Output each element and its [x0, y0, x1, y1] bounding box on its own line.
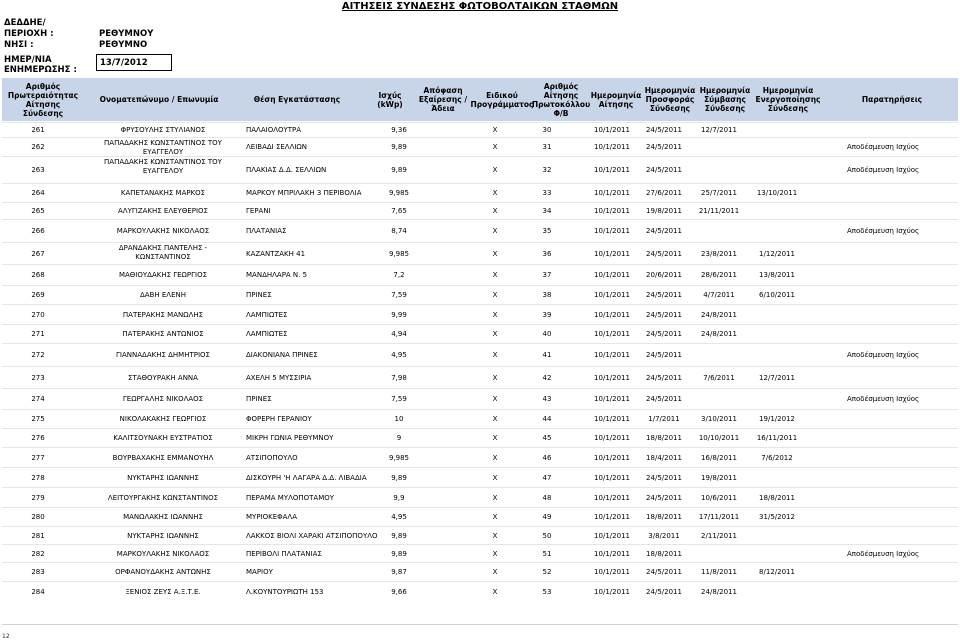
cell-app-date: 10/1/2011 — [594, 330, 630, 338]
cell-protocol: 51 — [542, 549, 552, 558]
cell-num: 279 — [31, 493, 45, 502]
cell-num: 267 — [31, 249, 45, 258]
cell-offer-date: 3/8/2011 — [648, 531, 680, 540]
cell-num: 276 — [31, 434, 45, 442]
cell-app-date: 10/1/2011 — [594, 434, 630, 442]
cell-protocol: 45 — [542, 434, 552, 442]
cell-notes: Αποδέσμευση Ισχύος — [847, 549, 920, 558]
cell-activation-date: 7/6/2012 — [761, 453, 793, 462]
cell-program: Χ — [492, 310, 498, 319]
table-row — [2, 242, 958, 265]
cell-name: ΚΑΛΙΤΣΟΥΝΑΚΗ ΕΥΣΤΡΑΤΙΟΣ — [113, 434, 213, 442]
cell-location: ΠΑΛΑΙΟΛΟΥΤΡΑ — [246, 126, 302, 134]
table-row — [2, 487, 958, 508]
cell-program: Χ — [492, 373, 498, 382]
nhsi-value: ΡΕΘΥΜΝΟ — [99, 40, 148, 50]
cell-num: 275 — [31, 415, 45, 423]
cell-offer-date: 24/5/2011 — [646, 330, 682, 338]
cell-program: Χ — [492, 291, 498, 299]
cell-protocol: 30 — [542, 126, 552, 134]
cell-app-date: 10/1/2011 — [594, 189, 630, 197]
table-row — [2, 156, 958, 184]
table-row — [2, 343, 958, 367]
cell-power: 9,87 — [391, 568, 407, 576]
cell-name: ΝΥΚΤΑΡΗΣ ΙΩΑΝΝΗΣ — [127, 531, 199, 540]
cell-protocol: 41 — [542, 351, 552, 359]
cell-location: ΔΙΑΚΟΝΙΑΝΑ ΠΡΙΝΕΣ — [246, 351, 318, 359]
cell-program: Χ — [492, 207, 498, 215]
cell-location: ΜΑΡΙΟΥ — [246, 568, 273, 576]
header-application-date: Ημερομηνία Αίτησης — [590, 90, 642, 109]
cell-offer-date: 18/8/2011 — [646, 434, 682, 442]
cell-protocol: 47 — [542, 473, 552, 482]
date-label-2: ΕΝΗΜΕΡΩΣΗΣ : — [4, 65, 77, 75]
cell-contract-date: 10/10/2011 — [698, 434, 740, 442]
cell-protocol: 33 — [542, 189, 552, 197]
cell-location: ΑΧΕΛΗ 5 ΜΥΣΣΙΡΙΑ — [246, 373, 312, 382]
cell-location: ΦΟΡΕΡΗ ΓΕΡΑΝΙΟΥ — [246, 415, 312, 423]
cell-power: 9,66 — [391, 587, 407, 596]
header-location: Θέση Εγκατάστασης — [253, 95, 341, 104]
cell-num: 269 — [31, 291, 45, 299]
cell-offer-date: 24/5/2011 — [646, 291, 682, 299]
cell-name: ΚΑΠΕΤΑΝΑΚΗΣ ΜΑΡΚΟΣ — [120, 189, 206, 197]
cell-power: 7,59 — [391, 291, 407, 299]
cell-offer-date: 24/5/2011 — [646, 143, 682, 151]
cell-protocol: 44 — [542, 415, 552, 423]
cell-location: ΠΡΙΝΕΣ — [246, 291, 272, 299]
cell-app-date: 10/1/2011 — [594, 271, 630, 279]
cell-program: Χ — [492, 453, 498, 462]
cell-num: 265 — [31, 207, 45, 215]
cell-power: 9,89 — [391, 549, 407, 558]
header-notes: Παρατηρήσεις — [861, 95, 923, 104]
cell-name: ΝΙΚΟΛΑΚΑΚΗΣ ΓΕΩΡΓΙΟΣ — [119, 415, 207, 423]
cell-app-date: 10/1/2011 — [594, 166, 630, 174]
cell-power: 7,65 — [391, 207, 407, 215]
cell-app-date: 10/1/2011 — [594, 126, 630, 134]
cell-name: ΜΑΡΚΟΥΛΑΚΗΣ ΝΙΚΟΛΑΟΣ — [116, 227, 210, 235]
cell-app-date: 10/1/2011 — [594, 549, 630, 558]
cell-program: Χ — [492, 126, 498, 134]
cell-num: 271 — [31, 330, 45, 338]
cell-activation-date: 31/5/2012 — [759, 513, 795, 521]
cell-app-date: 10/1/2011 — [594, 249, 630, 258]
cell-num: 268 — [31, 271, 45, 279]
cell-power: 9 — [396, 434, 402, 442]
cell-activation-date: 8/12/2011 — [759, 568, 795, 576]
cell-protocol: 31 — [542, 143, 552, 151]
cell-notes: Αποδέσμευση Ισχύος — [847, 166, 920, 174]
table-row — [2, 304, 958, 325]
cell-offer-date: 24/5/2011 — [646, 227, 682, 235]
cell-program: Χ — [492, 415, 498, 423]
table-row — [2, 447, 958, 468]
header-offer-date: Ημερομηνία Προσφοράς Σύνδεσης — [644, 86, 696, 113]
cell-notes: Αποδέσμευση Ισχύος — [847, 395, 920, 403]
cell-power: 4,95 — [391, 513, 407, 521]
cell-program: Χ — [492, 189, 498, 197]
cell-num: 281 — [31, 531, 45, 540]
table-row — [2, 122, 958, 138]
cell-location: ΓΕΡΑΝΙ — [246, 207, 271, 215]
cell-offer-date: 24/5/2011 — [646, 126, 682, 134]
table-row — [2, 467, 958, 488]
table-row — [2, 285, 958, 305]
cell-power: 7,98 — [391, 373, 407, 382]
cell-offer-date: 24/5/2011 — [646, 568, 682, 576]
header-decision: Απόφαση Εξαίρεσης / Άδεια — [418, 86, 468, 113]
cell-protocol: 36 — [542, 249, 552, 258]
cell-power: 9,89 — [391, 473, 407, 482]
cell-location: Λ.ΚΟΥΝΤΟΥΡΙΩΤΗ 153 — [246, 587, 324, 596]
cell-power: 9,99 — [391, 310, 407, 319]
cell-contract-date: 19/8/2011 — [701, 473, 737, 482]
cell-protocol: 37 — [542, 271, 552, 279]
cell-name: ΠΑΤΕΡΑΚΗΣ ΑΝΤΩΝΙΟΣ — [122, 330, 204, 338]
cell-location: ΠΛΑΤΑΝΙΑΣ — [246, 227, 287, 235]
cell-power: 7,59 — [391, 395, 407, 403]
cell-location: ΜΑΝΔΗΛΑΡΑ Ν. 5 — [246, 271, 308, 279]
cell-power: 7,2 — [393, 271, 405, 279]
cell-offer-date: 24/5/2011 — [646, 493, 682, 502]
cell-num: 278 — [31, 473, 45, 482]
cell-name: ΓΕΩΡΓΑΛΗΣ ΝΙΚΟΛΑΟΣ — [122, 395, 204, 403]
cell-offer-date: 1/7/2011 — [648, 415, 680, 423]
cell-location: ΠΛΑΚΙΑΣ Δ.Δ. ΣΕΛΛΙΩΝ — [246, 166, 327, 174]
table-row — [2, 388, 958, 410]
cell-program: Χ — [492, 587, 498, 596]
cell-offer-date: 24/5/2011 — [646, 395, 682, 403]
cell-power: 9,9 — [393, 493, 405, 502]
cell-contract-date: 12/7/2011 — [701, 126, 737, 134]
cell-program: Χ — [492, 531, 498, 540]
table-row — [2, 562, 958, 582]
cell-program: Χ — [492, 434, 498, 442]
cell-contract-date: 10/6/2011 — [701, 493, 737, 502]
cell-num: 283 — [31, 568, 45, 576]
table-row — [2, 581, 958, 602]
cell-protocol: 49 — [542, 513, 552, 521]
cell-protocol: 35 — [542, 227, 552, 235]
cell-name: ΦΡΥΣΟΥΛΗΣ ΣΤΥΛΙΑΝΟΣ — [120, 126, 206, 134]
cell-name: ΜΑΡΚΟΥΛΑΚΗΣ ΝΙΚΟΛΑΟΣ — [116, 549, 210, 558]
cell-location: ΠΕΡΑΜΑ ΜΥΛΟΠΟΤΑΜΟΥ — [246, 493, 335, 502]
cell-contract-date: 11/8/2011 — [701, 568, 737, 576]
cell-app-date: 10/1/2011 — [594, 531, 630, 540]
cell-offer-date: 24/5/2011 — [646, 587, 682, 596]
table-row — [2, 264, 958, 286]
table-row — [2, 366, 958, 389]
cell-protocol: 53 — [542, 587, 552, 596]
cell-offer-date: 18/4/2011 — [646, 453, 682, 462]
cell-notes: Αποδέσμευση Ισχύος — [847, 351, 920, 359]
table-row — [2, 202, 958, 220]
cell-contract-date: 4/7/2011 — [703, 291, 735, 299]
cell-num: 264 — [31, 189, 45, 197]
cell-location: ΠΕΡΙΒΟΛΙ ΠΛΑΤΑΝΙΑΣ — [246, 549, 322, 558]
cell-activation-date: 16/11/2011 — [756, 434, 798, 442]
cell-program: Χ — [492, 549, 498, 558]
cell-offer-date: 18/8/2011 — [646, 513, 682, 521]
cell-location: ΛΑΜΠΙΩΤΕΣ — [246, 330, 288, 338]
cell-contract-date: 2/11/2011 — [701, 531, 737, 540]
cell-num: 263 — [31, 166, 45, 174]
cell-name: ΔΡΑΝΔΑΚΗΣ ΠΑΝΤΕΛΗΣ - ΚΩΝΣΤΑΝΤΙΝΟΣ — [118, 244, 208, 261]
cell-name: ΠΑΠΑΔΑΚΗΣ ΚΩΝΣΤΑΝΤΙΝΟΣ ΤΟΥ ΕΥΑΓΓΕΛΟΥ — [104, 158, 222, 175]
cell-location: ΜΥΡΙΟΚΕΦΑΛΑ — [246, 513, 297, 521]
cell-app-date: 10/1/2011 — [594, 351, 630, 359]
header-power: Ισχύς (kWp) — [377, 90, 403, 109]
cell-activation-date: 6/10/2011 — [759, 291, 795, 299]
cell-app-date: 10/1/2011 — [594, 453, 630, 462]
cell-num: 280 — [31, 513, 45, 521]
cell-offer-date: 24/5/2011 — [646, 166, 682, 174]
table-row — [2, 507, 958, 527]
cell-program: Χ — [492, 568, 498, 576]
nhsi-label: ΝΗΣΙ : — [4, 40, 34, 50]
header-protocol-number: Αριθμός Αίτησης Πρωτοκόλλου Φ/Β — [531, 81, 591, 118]
cell-program: Χ — [492, 493, 498, 502]
cell-app-date: 10/1/2011 — [594, 373, 630, 382]
cell-activation-date: 12/7/2011 — [759, 373, 795, 382]
cell-location: ΛΑΚΚΟΣ ΒΙΟΛΙ ΧΑΡΑΚΙ ΑΤΣΙΠΟΠΟΥΛΟ — [246, 531, 378, 540]
header-contract-date: Ημερομηνία Σύμβασης Σύνδεσης — [699, 86, 751, 113]
cell-contract-date: 21/11/2011 — [698, 207, 740, 215]
cell-contract-date: 24/8/2011 — [701, 587, 737, 596]
cell-name: ΔΑΒΗ ΕΛΕΝΗ — [139, 291, 186, 299]
cell-power: 9,89 — [391, 143, 407, 151]
cell-app-date: 10/1/2011 — [594, 395, 630, 403]
date-label-1: ΗΜΕΡ/ΝΙΑ — [4, 55, 52, 65]
cell-power: 9,89 — [391, 166, 407, 174]
cell-location: ΛΑΜΠΙΩΤΕΣ — [246, 310, 288, 319]
cell-contract-date: 7/6/2011 — [703, 373, 735, 382]
cell-notes: Αποδέσμευση Ισχύος — [847, 227, 920, 235]
cell-num: 274 — [31, 395, 45, 403]
cell-activation-date: 13/8/2011 — [759, 271, 795, 279]
cell-contract-date: 24/8/2011 — [701, 330, 737, 338]
cell-name: ΜΑΘΙΟΥΔΑΚΗΣ ΓΕΩΡΓΙΟΣ — [118, 271, 208, 279]
dede-label: ΔΕΔΔΗΕ/ — [4, 18, 46, 28]
cell-name: ΛΕΙΤΟΥΡΓΑΚΗΣ ΚΩΝΣΤΑΝΤΙΝΟΣ — [107, 493, 219, 502]
cell-offer-date: 20/6/2011 — [646, 271, 682, 279]
bottom-divider — [2, 624, 958, 625]
header-priority-number: Αριθμός Πρωτεραιότητας Αίτησης Σύνδεσης — [7, 81, 79, 118]
cell-activation-date: 1/12/2011 — [759, 249, 795, 258]
cell-name: ΠΑΠΑΔΑΚΗΣ ΚΩΝΣΤΑΝΤΙΝΟΣ ΤΟΥ ΕΥΑΓΓΕΛΟΥ — [104, 139, 222, 156]
cell-app-date: 10/1/2011 — [594, 207, 630, 215]
cell-offer-date: 18/8/2011 — [646, 549, 682, 558]
cell-name: ΒΟΥΡΒΑΧΑΚΗΣ ΕΜΜΑΝΟΥΗΛ — [112, 453, 214, 462]
cell-location: ΛΕΙΒΑΔΙ ΣΕΛΛΙΩΝ — [246, 143, 308, 151]
cell-power: 4,94 — [391, 330, 407, 338]
cell-power: 9,985 — [388, 189, 410, 197]
cell-program: Χ — [492, 330, 498, 338]
cell-num: 273 — [31, 373, 45, 382]
cell-program: Χ — [492, 249, 498, 258]
cell-location: ΔΙΣΚΟΥΡΗ 'Η ΛΑΓΑΡΑ Δ.Δ. ΛΙΒΑΔΙΑ — [246, 473, 367, 482]
cell-location: ΑΤΣΙΠΟΠΟΥΛΟ — [246, 453, 298, 462]
cell-program: Χ — [492, 513, 498, 521]
cell-num: 284 — [31, 587, 45, 596]
cell-name: ΑΛΥΓΙΖΑΚΗΣ ΕΛΕΥΘΕΡΙΟΣ — [118, 207, 208, 215]
cell-offer-date: 19/8/2011 — [646, 207, 682, 215]
table-row — [2, 324, 958, 344]
cell-num: 262 — [31, 143, 45, 151]
cell-app-date: 10/1/2011 — [594, 513, 630, 521]
table-row — [2, 219, 958, 243]
header-special-program: Ειδικού Προγράμματος — [470, 90, 534, 109]
document-title: ΑΙΤΗΣΕΙΣ ΣΥΝΔΕΣΗΣ ΦΩΤΟΒΟΛΤΑΙΚΩΝ ΣΤΑΘΜΩΝ — [341, 1, 619, 12]
cell-protocol: 43 — [542, 395, 552, 403]
cell-protocol: 40 — [542, 330, 552, 338]
cell-num: 266 — [31, 227, 45, 235]
cell-location: ΜΙΚΡΗ ΓΩΝΙΑ ΡΕΘΥΜΝΟΥ — [246, 434, 334, 442]
table-row — [2, 544, 958, 563]
cell-name: ΝΥΚΤΑΡΗΣ ΙΩΑΝΝΗΣ — [127, 473, 199, 482]
cell-contract-date: 3/10/2011 — [701, 415, 737, 423]
perioxh-value: ΡΕΘΥΜΝΟΥ — [99, 29, 154, 39]
cell-app-date: 10/1/2011 — [594, 143, 630, 151]
cell-offer-date: 24/5/2011 — [646, 373, 682, 382]
cell-num: 270 — [31, 310, 45, 319]
table-row — [2, 428, 958, 448]
cell-protocol: 52 — [542, 568, 552, 576]
cell-app-date: 10/1/2011 — [594, 493, 630, 502]
cell-program: Χ — [492, 166, 498, 174]
cell-num: 277 — [31, 453, 45, 462]
cell-app-date: 10/1/2011 — [594, 415, 630, 423]
cell-contract-date: 25/7/2011 — [701, 189, 737, 197]
cell-protocol: 46 — [542, 453, 552, 462]
cell-power: 9,985 — [388, 249, 410, 258]
cell-protocol: 48 — [542, 493, 552, 502]
table-row — [2, 183, 958, 203]
cell-protocol: 38 — [542, 291, 552, 299]
cell-name: ΟΡΦΑΝΟΥΔΑΚΗΣ ΑΝΤΩΝΗΣ — [115, 568, 211, 576]
cell-contract-date: 23/8/2011 — [701, 249, 737, 258]
cell-name: ΠΑΤΕΡΑΚΗΣ ΜΑΝΩΛΗΣ — [122, 310, 204, 319]
cell-location: ΜΑΡΚΟΥ ΜΠΡΙΛΑΚΗ 3 ΠΕΡΙΒΟΛΙΑ — [246, 189, 362, 197]
cell-name: ΓΙΑΝΝΑΔΑΚΗΣ ΔΗΜΗΤΡΙΟΣ — [116, 351, 210, 359]
cell-contract-date: 16/8/2011 — [701, 453, 737, 462]
table-header — [2, 78, 958, 121]
cell-program: Χ — [492, 271, 498, 279]
cell-offer-date: 24/5/2011 — [646, 249, 682, 258]
cell-program: Χ — [492, 473, 498, 482]
cell-app-date: 10/1/2011 — [594, 227, 630, 235]
cell-power: 10 — [394, 415, 404, 423]
cell-offer-date: 24/5/2011 — [646, 351, 682, 359]
page-number: 12 — [2, 633, 10, 640]
cell-protocol: 42 — [542, 373, 552, 382]
cell-num: 272 — [31, 351, 45, 359]
cell-power: 8,74 — [391, 227, 407, 235]
cell-app-date: 10/1/2011 — [594, 291, 630, 299]
cell-power: 4,95 — [391, 351, 407, 359]
cell-name: ΜΑΝΩΛΑΚΗΣ ΙΩΑΝΝΗΣ — [123, 513, 203, 521]
header-activation-date: Ημερομηνία Ενεργοποίησης Σύνδεσης — [755, 86, 821, 113]
cell-offer-date: 24/5/2011 — [646, 473, 682, 482]
cell-power: 9,985 — [388, 453, 410, 462]
header-name: Ονοματεπώνυμο / Επωνυμία — [99, 95, 219, 104]
cell-program: Χ — [492, 351, 498, 359]
cell-contract-date: 28/6/2011 — [701, 271, 737, 279]
table-row — [2, 137, 958, 157]
cell-offer-date: 27/6/2011 — [646, 189, 682, 197]
cell-app-date: 10/1/2011 — [594, 587, 630, 596]
cell-offer-date: 24/5/2011 — [646, 310, 682, 319]
cell-app-date: 10/1/2011 — [594, 310, 630, 319]
cell-app-date: 10/1/2011 — [594, 473, 630, 482]
cell-program: Χ — [492, 395, 498, 403]
cell-num: 282 — [31, 549, 45, 558]
cell-protocol: 39 — [542, 310, 552, 319]
cell-app-date: 10/1/2011 — [594, 568, 630, 576]
cell-protocol: 34 — [542, 207, 552, 215]
cell-activation-date: 19/1/2012 — [759, 415, 795, 423]
cell-program: Χ — [492, 227, 498, 235]
cell-name: ΣΤΑΘΟΥΡΑΚΗ ΑΝΝΑ — [128, 373, 198, 382]
cell-program: Χ — [492, 143, 498, 151]
update-date-value: 13/7/2012 — [96, 54, 172, 71]
cell-protocol: 32 — [542, 166, 552, 174]
cell-location: ΠΡΙΝΕΣ — [246, 395, 272, 403]
cell-contract-date: 17/11/2011 — [698, 513, 740, 521]
cell-power: 9,36 — [391, 126, 407, 134]
cell-location: ΚΑΖΑΝΤΖΑΚΗ 41 — [246, 249, 306, 258]
cell-activation-date: 13/10/2011 — [756, 189, 798, 197]
cell-protocol: 50 — [542, 531, 552, 540]
cell-num: 261 — [31, 126, 45, 134]
cell-name: ΞΕΝΙΟΣ ΖΕΥΣ Α.Ξ.Τ.Ε. — [125, 587, 201, 596]
cell-contract-date: 24/8/2011 — [701, 310, 737, 319]
cell-notes: Αποδέσμευση Ισχύος — [847, 143, 920, 151]
table-row — [2, 409, 958, 429]
table-row — [2, 526, 958, 545]
perioxh-label: ΠΕΡΙΟΧΗ : — [4, 29, 54, 39]
cell-power: 9,89 — [391, 531, 407, 540]
cell-activation-date: 18/8/2011 — [759, 493, 795, 502]
